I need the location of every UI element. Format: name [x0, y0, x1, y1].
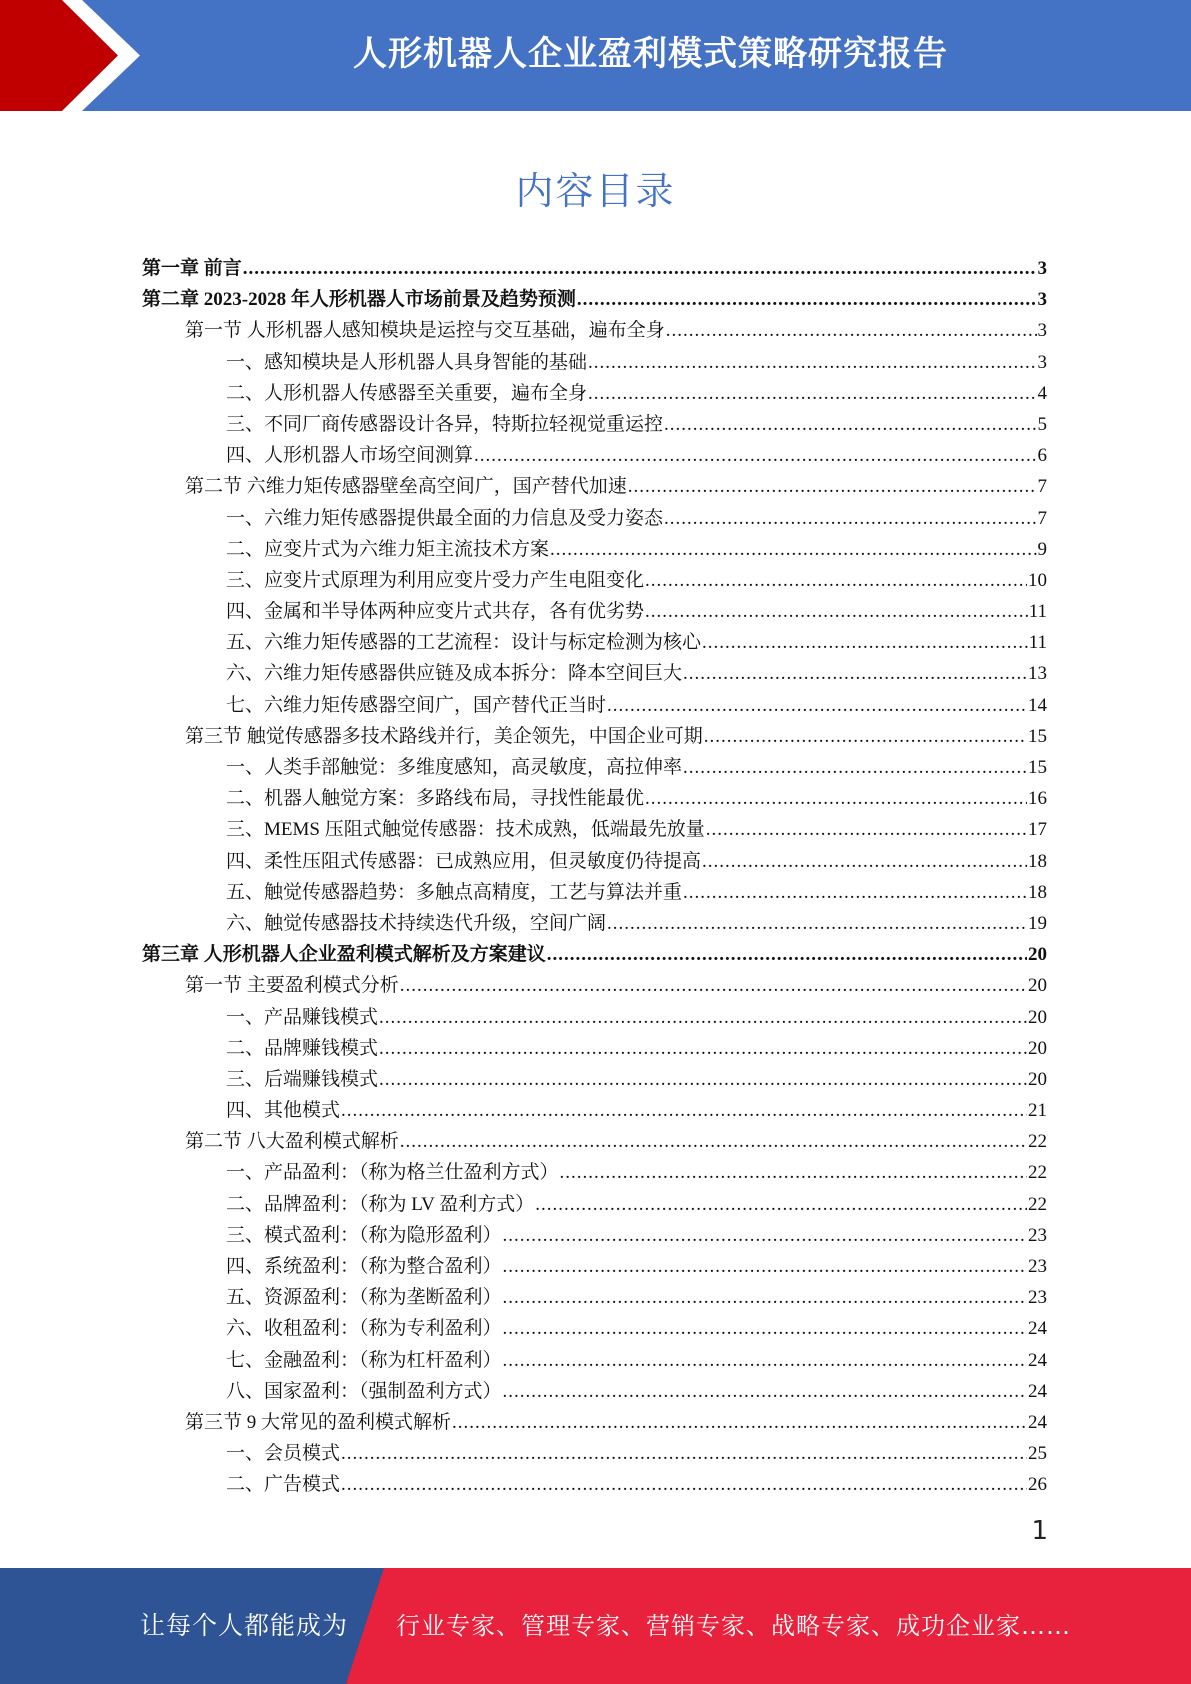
toc-leader-dots: [683, 663, 1027, 685]
toc-entry[interactable]: [142, 534, 1047, 565]
toc-entry-label: 第一章 前言: [142, 258, 242, 279]
toc-entry-label: 二、品牌盈利：（称为 LV 盈利方式）: [226, 1193, 535, 1215]
toc-entry-page: 15: [1028, 725, 1047, 747]
toc-leader-dots: [503, 1287, 1027, 1309]
toc-entry-page: 16: [1028, 788, 1047, 810]
toc-leader-dots: [664, 414, 1036, 436]
toc-entry[interactable]: [142, 1126, 1047, 1157]
toc-entry[interactable]: [142, 378, 1047, 409]
toc-entry-label: 一、六维力矩传感器提供最全面的力信息及受力姿态: [226, 507, 664, 529]
toc-leader-dots: [706, 819, 1027, 841]
toc-entry-label: 七、金融盈利：（称为杠杆盈利）: [226, 1349, 502, 1371]
toc-entry[interactable]: [142, 409, 1047, 440]
toc-entry-label: 三、应变片式原理为利用应变片受力产生电阻变化: [226, 569, 645, 591]
toc-entry-label: 五、资源盈利：（称为垄断盈利）: [226, 1287, 502, 1309]
toc-leader-dots: [607, 913, 1027, 935]
toc-entry-label: 二、人形机器人传感器至关重要，遍布全身: [226, 382, 588, 404]
toc-entry[interactable]: [142, 1002, 1047, 1033]
toc-entry[interactable]: [142, 1407, 1047, 1438]
toc-leader-dots: [547, 944, 1027, 966]
toc-entry-page: 18: [1028, 850, 1047, 872]
toc-entry-page: 23: [1028, 1224, 1047, 1246]
toc-entry[interactable]: [142, 440, 1047, 471]
toc-leader-dots: [341, 1474, 1027, 1496]
toc-entry[interactable]: [142, 752, 1047, 783]
toc-entry-page: 23: [1028, 1287, 1047, 1309]
toc-leader-dots: [683, 757, 1027, 779]
toc-entry[interactable]: [142, 658, 1047, 689]
toc-entry-page: 10: [1028, 569, 1047, 591]
toc-entry-page: 5: [1037, 413, 1047, 435]
toc-leader-dots: [243, 258, 1037, 280]
toc-entry[interactable]: [142, 347, 1047, 378]
toc-leader-dots: [550, 539, 1036, 561]
table-of-contents: [142, 253, 1047, 1501]
toc-entry-label: 二、品牌赚钱模式: [226, 1037, 379, 1059]
toc-entry-page: 20: [1028, 975, 1047, 997]
toc-entry-label: 六、收租盈利：（称为专利盈利）: [226, 1318, 502, 1340]
toc-leader-dots: [683, 882, 1027, 904]
report-title: 人形机器人企业盈利模式策略研究报告: [353, 34, 948, 74]
toc-entry-page: 11: [1028, 601, 1047, 623]
toc-leader-dots: [645, 570, 1027, 592]
toc-entry-label: 一、产品盈利：（称为格兰仕盈利方式）: [226, 1162, 559, 1184]
toc-entry[interactable]: [142, 503, 1047, 534]
toc-entry-page: 20: [1028, 944, 1047, 966]
toc-entry-page: 3: [1037, 351, 1047, 373]
toc-entry[interactable]: [142, 939, 1047, 970]
toc-entry[interactable]: [142, 1033, 1047, 1064]
toc-entry[interactable]: [142, 1438, 1047, 1469]
toc-entry-page: 11: [1028, 632, 1047, 654]
footer-slogan: 让每个人都能成为: [140, 1611, 349, 1640]
toc-leader-dots: [452, 1412, 1027, 1434]
toc-leader-dots: [474, 445, 1036, 467]
toc-entry-label: 第二章 2023-2028 年人形机器人市场前景及趋势预测: [142, 289, 576, 311]
toc-entry-page: 24: [1028, 1380, 1047, 1402]
toc-entry-label: 第三节 9 大常见的盈利模式解析: [185, 1411, 452, 1433]
toc-entry[interactable]: [142, 627, 1047, 658]
toc-leader-dots: [400, 975, 1027, 997]
toc-entry-label: 第一节 主要盈利模式分析: [185, 975, 399, 997]
toc-entry[interactable]: [142, 1376, 1047, 1407]
toc-entry-page: 3: [1037, 258, 1047, 279]
toc-entry-label: 三、MEMS 压阻式触觉传感器：技术成熟，低端最先放量: [226, 819, 705, 841]
toc-leader-dots: [645, 788, 1027, 810]
toc-entry-page: 3: [1037, 320, 1047, 342]
toc-leader-dots: [577, 289, 1037, 311]
toc-leader-dots: [503, 1381, 1027, 1403]
toc-entry-label: 第一节 人形机器人感知模块是运控与交互基础，遍布全身: [185, 320, 665, 342]
toc-entry[interactable]: [142, 1469, 1047, 1500]
toc-entry-page: 3: [1037, 289, 1047, 311]
toc-entry-label: 七、六维力矩传感器空间广，国产替代正当时: [226, 694, 607, 716]
toc-entry-label: 六、触觉传感器技术持续迭代升级，空间广阔: [226, 912, 607, 934]
toc-entry-label: 五、六维力矩传感器的工艺流程：设计与标定检测为核心: [226, 632, 702, 654]
toc-entry-label: 第三节 触觉传感器多技术路线并行，美企领先，中国企业可期: [185, 725, 703, 747]
toc-entry[interactable]: [142, 1157, 1047, 1188]
toc-entry-page: 7: [1037, 476, 1047, 498]
toc-entry-label: 四、其他模式: [226, 1100, 341, 1122]
toc-leader-dots: [379, 1069, 1027, 1091]
toc-entry[interactable]: [142, 690, 1047, 721]
toc-entry-label: 四、柔性压阻式传感器：已成熟应用，但灵敏度仍待提高: [226, 850, 702, 872]
toc-leader-dots: [341, 1443, 1027, 1465]
toc-entry-label: 四、人形机器人市场空间测算: [226, 445, 474, 467]
toc-entry-page: 7: [1037, 507, 1047, 529]
toc-entry-page: 21: [1028, 1100, 1047, 1122]
toc-entry-label: 一、产品赚钱模式: [226, 1006, 379, 1028]
toc-entry[interactable]: [142, 253, 1047, 284]
toc-entry-label: 第二节 八大盈利模式解析: [185, 1131, 399, 1153]
toc-leader-dots: [503, 1318, 1027, 1340]
toc-entry-label: 四、金属和半导体两种应变片式共存，各有优劣势: [226, 601, 645, 623]
toc-leader-dots: [702, 851, 1027, 873]
toc-entry-label: 四、系统盈利：（称为整合盈利）: [226, 1256, 502, 1277]
toc-entry[interactable]: [142, 596, 1047, 627]
toc-entry[interactable]: [142, 1220, 1047, 1251]
toc-leader-dots: [560, 1162, 1027, 1184]
toc-entry-label: 五、触觉传感器趋势：多触点高精度，工艺与算法并重: [226, 881, 683, 903]
toc-entry-label: 一、人类手部触觉：多维度感知，高灵敏度，高拉伸率: [226, 757, 683, 778]
toc-entry-page: 13: [1028, 663, 1047, 685]
toc-leader-dots: [379, 1007, 1027, 1029]
toc-entry[interactable]: [142, 1189, 1047, 1220]
toc-leader-dots: [666, 320, 1037, 342]
toc-leader-dots: [379, 1038, 1027, 1060]
toc-entry-page: 20: [1028, 1037, 1047, 1059]
toc-entry-page: 24: [1028, 1318, 1047, 1340]
toc-entry-page: 26: [1028, 1474, 1047, 1496]
toc-entry-label: 第二节 六维力矩传感器壁垒高空间广，国产替代加速: [185, 476, 627, 498]
toc-entry-page: 17: [1028, 819, 1047, 841]
toc-entry[interactable]: [142, 877, 1047, 908]
toc-entry[interactable]: [142, 471, 1047, 502]
toc-leader-dots: [645, 601, 1028, 623]
toc-leader-dots: [341, 1100, 1027, 1122]
footer-roles: 行业专家、管理专家、营销专家、战略专家、成功企业家……: [396, 1612, 1071, 1640]
toc-entry-label: 八、国家盈利：（强制盈利方式）: [226, 1380, 502, 1402]
toc-entry-page: 22: [1028, 1193, 1047, 1215]
toc-heading: 内容目录: [515, 169, 676, 213]
toc-leader-dots: [588, 383, 1036, 405]
toc-entry[interactable]: [142, 814, 1047, 845]
toc-entry-label: 二、广告模式: [226, 1474, 341, 1496]
toc-entry-page: 20: [1028, 1068, 1047, 1090]
toc-entry-label: 二、机器人触觉方案：多路线布局，寻找性能最优: [226, 788, 645, 810]
toc-entry-page: 6: [1037, 445, 1047, 467]
toc-leader-dots: [588, 352, 1036, 374]
toc-entry-page: 22: [1028, 1131, 1047, 1153]
toc-leader-dots: [628, 476, 1037, 498]
toc-entry-page: 24: [1028, 1411, 1047, 1433]
toc-leader-dots: [607, 695, 1027, 717]
toc-leader-dots: [535, 1194, 1027, 1216]
toc-entry-page: 15: [1028, 757, 1047, 778]
toc-leader-dots: [704, 726, 1027, 748]
toc-entry-page: 23: [1028, 1256, 1047, 1277]
toc-entry[interactable]: [142, 1345, 1047, 1376]
toc-entry-page: 20: [1028, 1006, 1047, 1028]
toc-leader-dots: [503, 1256, 1027, 1278]
toc-leader-dots: [664, 508, 1036, 530]
toc-entry-label: 第三章 人形机器人企业盈利模式解析及方案建议: [142, 944, 546, 966]
page-number: 1: [1031, 1516, 1048, 1546]
toc-entry-page: 9: [1037, 538, 1047, 560]
toc-leader-dots: [400, 1131, 1027, 1153]
toc-entry-page: 24: [1028, 1349, 1047, 1371]
page-header: [0, 0, 1191, 111]
toc-entry[interactable]: [142, 783, 1047, 814]
toc-entry-label: 三、不同厂商传感器设计各异，特斯拉轻视觉重运控: [226, 413, 664, 435]
toc-leader-dots: [503, 1225, 1027, 1247]
toc-entry-label: 一、会员模式: [226, 1443, 341, 1465]
toc-entry[interactable]: [142, 846, 1047, 877]
toc-entry[interactable]: [142, 1282, 1047, 1313]
page-footer: [0, 1568, 1191, 1684]
toc-entry-label: 六、六维力矩传感器供应链及成本拆分：降本空间巨大: [226, 663, 683, 685]
toc-entry-page: 18: [1028, 881, 1047, 903]
toc-entry-label: 三、后端赚钱模式: [226, 1068, 379, 1090]
toc-entry[interactable]: [142, 1313, 1047, 1344]
toc-entry[interactable]: [142, 970, 1047, 1001]
toc-entry-page: 22: [1028, 1162, 1047, 1184]
toc-entry-page: 19: [1028, 912, 1047, 934]
toc-entry-label: 三、模式盈利：（称为隐形盈利）: [226, 1224, 502, 1246]
toc-entry-label: 一、感知模块是人形机器人具身智能的基础: [226, 351, 588, 373]
toc-leader-dots: [503, 1350, 1027, 1372]
toc-entry-page: 25: [1028, 1443, 1047, 1465]
toc-entry[interactable]: [142, 284, 1047, 315]
toc-entry-page: 4: [1037, 382, 1047, 404]
toc-entry[interactable]: [142, 565, 1047, 596]
toc-entry[interactable]: [142, 1095, 1047, 1126]
toc-entry-label: 二、应变片式为六维力矩主流技术方案: [226, 538, 550, 560]
toc-entry-page: 14: [1028, 694, 1047, 716]
toc-entry[interactable]: [142, 908, 1047, 939]
toc-entry[interactable]: [142, 721, 1047, 752]
toc-entry[interactable]: [142, 315, 1047, 346]
toc-entry[interactable]: [142, 1251, 1047, 1282]
toc-leader-dots: [702, 632, 1028, 654]
toc-entry[interactable]: [142, 1064, 1047, 1095]
